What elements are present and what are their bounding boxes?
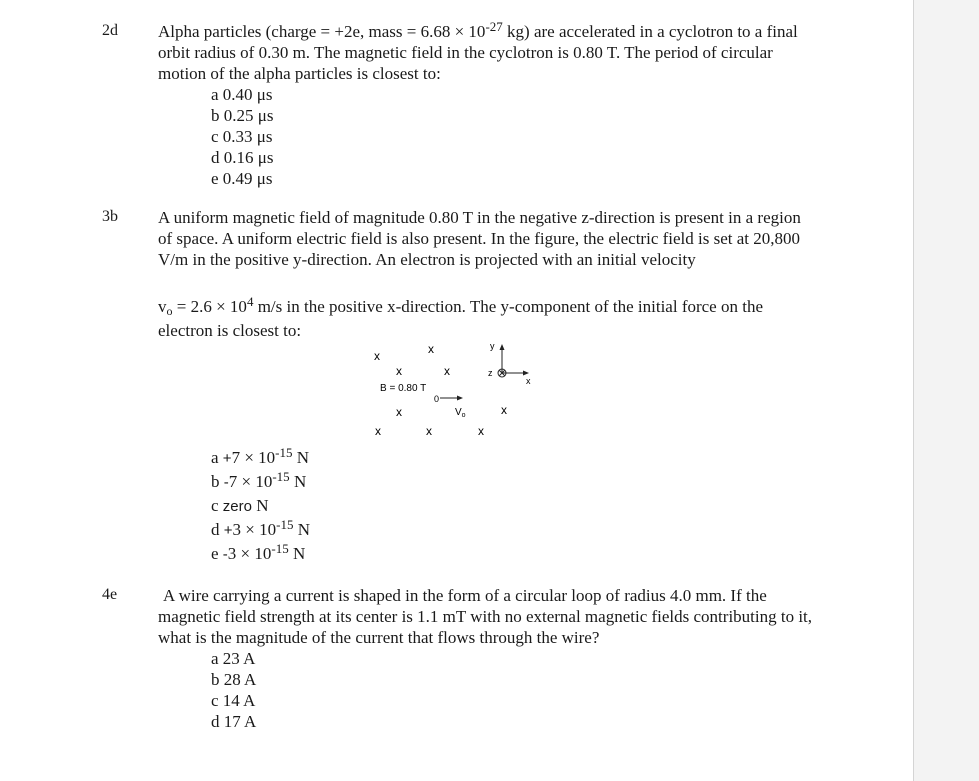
field-cross: x <box>478 424 484 438</box>
answer-option: $a +7 \times 10^{-15}$ N <box>211 445 310 467</box>
figure-canvas <box>360 336 550 440</box>
answer-option: d 0.16 μs <box>211 148 274 167</box>
origin-label: 0 <box>434 394 440 404</box>
question-text: Alpha particles (charge = +2e, mass = $6.68 \times 10^{-27}$ kg) are accelerated in a cyclotron to a final orbit radius of 0.30 m. The magnetic field in the cyclotron is 0.80 T. The period of circular motion of the alpha particles is closest to: <box>158 19 798 83</box>
axis-x-label: x <box>526 376 531 386</box>
answer-option: b $-7 \times 10^{-15}$ N <box>211 469 307 491</box>
velocity-arrowhead <box>457 396 463 401</box>
answer-options <box>211 648 256 732</box>
answer-option: c zero N <box>211 496 269 515</box>
question-number: 4e <box>102 586 118 603</box>
answer-options <box>211 84 273 189</box>
field-label: B = 0.80 T <box>380 383 427 394</box>
field-cross: x <box>444 364 450 378</box>
answer-option: a 23 A <box>211 649 256 668</box>
axis-y-label: y <box>490 341 495 351</box>
answer-option: d 17 A <box>211 712 257 731</box>
field-cross: x <box>375 424 381 438</box>
answer-option: $d +3 \times 10^{-15}$ N <box>211 517 310 539</box>
answer-option: e 0.49 μs <box>211 169 273 188</box>
question-number: 3b <box>102 208 118 225</box>
field-cross: x <box>374 349 380 363</box>
answer-option: a 0.40 μs <box>211 85 273 104</box>
field-cross: x <box>501 403 507 417</box>
question-text-continued: $v_o = 2.6 \times 10^4$ m/s in the positive x-direction. The y-component of the initial force on the electron is closest to: <box>158 294 763 340</box>
coordinate-axes <box>488 341 531 386</box>
answer-options <box>211 446 310 566</box>
side-panel <box>913 0 979 781</box>
answer-option: b 0.25 μs <box>211 106 274 125</box>
answer-option: e $-3 \times 10^{-15}$ N <box>211 541 306 563</box>
field-cross: x <box>428 342 434 356</box>
axis-z-label: z <box>488 368 493 378</box>
question-text: A uniform magnetic field of magnitude 0.80 T in the negative z-direction is present in a region of space. A uniform electric field is also present. In the figure, the electric field is set at 20,800 V/m in the positive y-direction. An electron is projected with an initial velocity <box>158 208 801 269</box>
field-cross: x <box>396 364 402 378</box>
velocity-label: $V_o$ <box>455 407 466 419</box>
answer-option: c 14 A <box>211 691 256 710</box>
magnetic-field-figure <box>360 336 550 440</box>
question-text: A wire carrying a current is shaped in the form of a circular loop of radius 4.0 mm. If the magnetic field strength at its center is 1.1 mT with no external magnetic fields contributing to it, what is the magnitude of the current that flows through the wire? <box>158 586 813 647</box>
question-number: 2d <box>102 22 118 39</box>
field-cross: x <box>426 424 432 438</box>
answer-option: b 28 A <box>211 670 257 689</box>
field-cross: x <box>396 405 402 419</box>
answer-option: c 0.33 μs <box>211 127 273 146</box>
